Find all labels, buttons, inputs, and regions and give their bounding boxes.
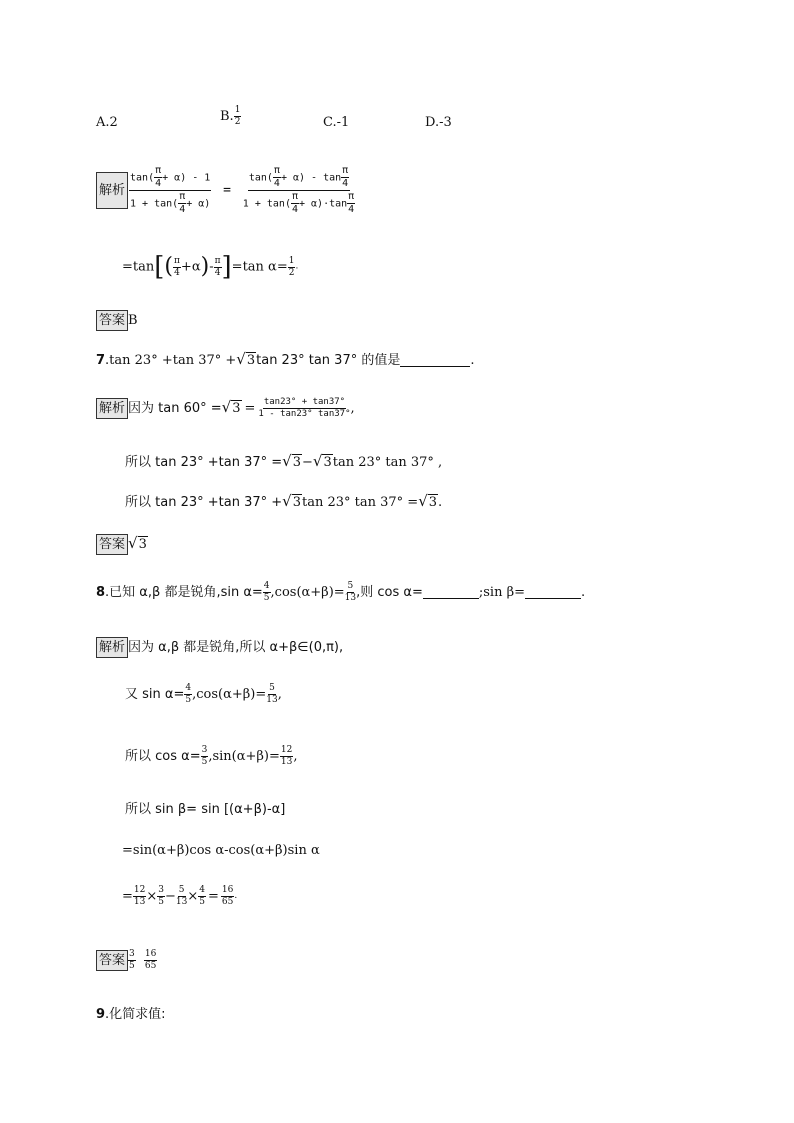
text: tan 23° tan 37° , [332, 455, 443, 470]
q9-stem [96, 1008, 166, 1021]
text: =tan [122, 259, 155, 275]
jiexi-label: 解析 [96, 398, 128, 419]
option-d: D.-3 [425, 115, 452, 130]
sqrt-3: √3 [282, 492, 301, 510]
text: ,则 cos α= [356, 585, 423, 600]
sqrt-3: √3 [221, 398, 241, 416]
q7-stem [96, 352, 475, 367]
comma: , [277, 687, 282, 702]
text: 所以 tan 23° +tan 37° + [125, 495, 283, 510]
bracket-open: [ [154, 252, 165, 282]
q6-rhs-fraction [243, 166, 355, 215]
comma: , [293, 749, 298, 764]
one-half: $\frac{1}{2}$ [288, 255, 295, 278]
question-number: 7 [96, 353, 106, 368]
pi-over-4: $\frac{\pi}{4}$ [174, 255, 180, 278]
frac-4-5: $\frac{4}{5}$ [263, 581, 270, 603]
period: . [234, 891, 238, 901]
paren-close: ) [200, 254, 210, 279]
frac-den: 1 + tan( $\frac{\pi}{4}$ + α)·tan $\frac{\pi}{4}$ [242, 191, 355, 215]
separator [136, 953, 140, 968]
answer-blank[interactable] [400, 354, 470, 367]
pi-over-4: $\frac{\pi}{4}$ [214, 255, 221, 278]
question-number: 8 [96, 585, 106, 600]
frac-num: tan( $\frac{\pi}{4}$ + α) - tan $\frac{\pi}{4}$ [248, 165, 349, 189]
equals: = [122, 889, 133, 904]
sqrt-3: √3 [418, 492, 438, 510]
option-a: A.2 [96, 115, 118, 130]
minus: − [165, 889, 176, 904]
comma: , [350, 401, 355, 416]
daan-label: 答案 [96, 950, 128, 971]
frac-3-5: $\frac{3}{5}$ [129, 949, 135, 971]
q7-answer [96, 534, 148, 555]
text: .化简求值: [105, 1007, 166, 1022]
q6-lhs-fraction [129, 166, 211, 215]
option-b-prefix: B. [220, 109, 234, 124]
q6-solution-line1 [96, 166, 355, 215]
q8-solution-line4: 所以 sin β= sin [(α+β)-α] [125, 802, 286, 817]
daan-label: 答案 [96, 310, 128, 331]
option-b-fraction [234, 106, 242, 127]
minus: - [209, 259, 214, 275]
times: × [187, 889, 199, 904]
period: . [295, 261, 299, 272]
frac-5-13: $\frac{5}{13}$ [266, 683, 278, 705]
frac-3-5: $\frac{3}{5}$ [158, 885, 164, 907]
frac-16-65: $\frac{16}{65}$ [144, 949, 157, 971]
tan-sum-fraction [258, 398, 350, 419]
q7-solution-line2 [125, 454, 442, 469]
frac-3-5: $\frac{3}{5}$ [201, 745, 208, 767]
q8-stem [96, 582, 585, 603]
minus: − [301, 455, 313, 470]
answer-value: B [128, 313, 138, 328]
frac-den: 2 [234, 117, 241, 127]
frac-5-13: $\frac{5}{13}$ [175, 885, 188, 907]
text: =tan α= [231, 259, 288, 275]
option-c: C.-1 [323, 115, 350, 130]
frac-12-13: $\frac{12}{13}$ [133, 885, 146, 907]
bracket-close: ] [221, 252, 232, 282]
text: ,cos(α+β)= [270, 585, 345, 600]
q8-answer [96, 950, 157, 971]
text: 又 sin α= [125, 687, 185, 702]
text: +α [180, 259, 201, 275]
frac-num: tan23° + tan37° [263, 397, 346, 407]
answer-blank-sin[interactable] [525, 586, 581, 599]
q8-solution-line2 [125, 684, 282, 705]
text: 所以 tan 23° +tan 37° = [125, 455, 283, 470]
sqrt-3: √3 [128, 534, 147, 552]
daan-label: 答案 [96, 534, 128, 555]
period: . [470, 353, 475, 368]
q8-solution-line6 [122, 886, 237, 907]
times: × [146, 889, 158, 904]
frac-num: tan( $\frac{\pi}{4}$ + α) - 1 [130, 165, 211, 189]
sqrt-3: √3 [236, 350, 256, 368]
text: tan 23° tan 37° 的值是 [256, 353, 401, 368]
text: 因为 α,β 都是锐角,所以 α+β∈(0,π), [128, 640, 344, 655]
frac-num: 1 [234, 105, 241, 115]
text: tan 23° tan 37° = [301, 495, 419, 510]
text: ,sin(α+β)= [208, 749, 280, 764]
jiexi-label: 解析 [96, 172, 128, 209]
jiexi-label: 解析 [96, 637, 128, 658]
text: ,cos(α+β)= [192, 687, 267, 702]
sqrt-3: √3 [312, 452, 332, 470]
frac-16-65: $\frac{16}{65}$ [221, 885, 234, 907]
text: ;sin β= [478, 585, 525, 600]
frac-12-13: $\frac{12}{13}$ [280, 745, 293, 767]
period: . [438, 495, 443, 510]
equals: = [208, 889, 219, 904]
text: 所以 cos α= [125, 749, 201, 764]
q8-solution-line5: =sin(α+β)cos α-cos(α+β)sin α [122, 843, 320, 858]
q8-solution-line1 [96, 637, 343, 658]
frac-5-13: $\frac{5}{13}$ [344, 581, 357, 603]
period: . [580, 585, 586, 600]
q6-solution-line2 [122, 254, 298, 280]
frac-4-5: $\frac{4}{5}$ [185, 683, 192, 705]
answer-blank-cos[interactable] [423, 586, 479, 599]
text: .已知 α,β 都是锐角,sin α= [105, 585, 263, 600]
option-b [220, 106, 241, 127]
q7-solution-line1 [96, 398, 355, 419]
question-number: 9 [96, 1007, 106, 1022]
frac-4-5: $\frac{4}{5}$ [199, 885, 205, 907]
q8-solution-line3 [125, 746, 298, 767]
equals: = [223, 183, 231, 198]
text: 因为 tan 60° = [128, 401, 222, 416]
q6-answer [96, 310, 138, 331]
frac-den: 1 + tan( $\frac{\pi}{4}$ + α) [130, 191, 211, 215]
frac-den: 1 - tan23° tan37° [258, 409, 351, 419]
text: .tan 23° +tan 37° + [105, 353, 237, 368]
equals: = [244, 401, 256, 416]
sqrt-3: √3 [282, 452, 301, 470]
paren-open: ( [164, 254, 173, 279]
q7-solution-line3 [125, 494, 442, 509]
